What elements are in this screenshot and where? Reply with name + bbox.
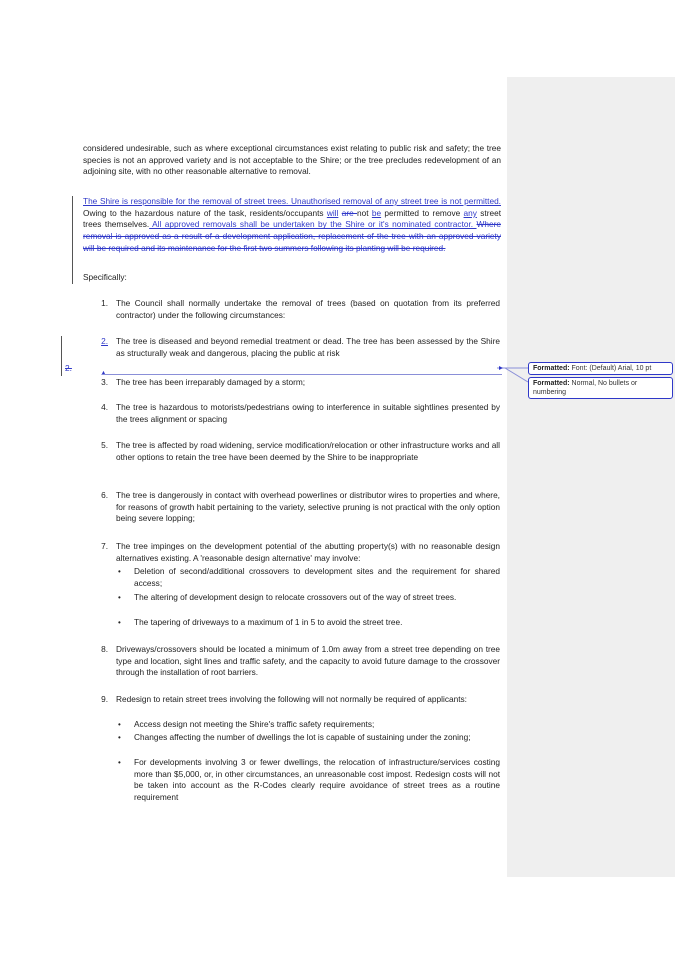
comment-connector-line (102, 374, 502, 375)
bullet-text: Access design not meeting the Shire's traffic safety requirements; (134, 719, 375, 729)
deleted-text: Where removal is approved as a result of a development application, replacement of the tree with an approved variety will be required and its maintenance for the first two summers following its planting will be required. (83, 219, 501, 253)
paragraph-intro: considered undesirable, such as where exceptional circumstances exist relating to public risk and safety; the tree species is not an approved variety and is not acceptable to the Shire; or the tree precludes redevelopment of an adjoining site, with no other reasonable alternative to removal. (83, 143, 501, 177)
inserted-text: be (371, 207, 382, 218)
inserted-text: any (463, 207, 477, 218)
comment-connector-lines (495, 364, 530, 384)
deleted-number: 2. (65, 363, 72, 373)
list-number: 2. (101, 336, 108, 346)
bullet-text: The altering of development design to relocate crossovers out of the way of street trees. (134, 592, 457, 602)
inserted-text: will (326, 207, 339, 218)
list-item-text: Redesign to retain street trees involving the following will not normally be required of applicants: (116, 694, 467, 704)
specifically-label: Specifically: (83, 272, 127, 282)
list-number: 4. (101, 402, 108, 412)
list-item-text: The tree impinges on the development potential of the abutting property(s) with no reasonable design alternatives existing. A 'reasonable design alternative' may involve: (116, 541, 500, 563)
bullet-text: Changes affecting the number of dwellings the lot is capable of sustaining under the zoning; (134, 732, 471, 742)
list-number: 7. (101, 541, 108, 551)
list-number: 3. (101, 377, 108, 387)
list-number: 8. (101, 644, 108, 654)
list-number: 6. (101, 490, 108, 500)
list-item-text: The tree has been irreparably damaged by a storm; (116, 377, 306, 387)
text-run: Owing to the hazardous nature of the task, residents/occupants (83, 207, 327, 218)
deleted-text: are (341, 207, 358, 218)
formatting-balloon[interactable] (528, 362, 673, 375)
markup-margin-pane (507, 77, 675, 877)
bullet: • (118, 618, 121, 627)
balloon-label: Formatted: (533, 380, 570, 387)
bullet: • (118, 758, 121, 767)
text-run: street trees themselves. (83, 207, 502, 230)
anchor-marker-icon: ▲ (100, 370, 107, 377)
paragraph-shire-responsibility (83, 196, 501, 255)
change-bar (72, 196, 73, 284)
list-item-text: Driveways/crossovers should be located a minimum of 1.0m away from a street tree depending on tree type and location, sight lines and traffic safety, and the capacity to avoid future damage to the crossover through the installation of root barriers. (116, 644, 500, 678)
list-number: 1. (101, 298, 108, 308)
balloon-label: Formatted: (533, 365, 570, 372)
bullet: • (118, 593, 121, 602)
formatting-balloon[interactable] (528, 377, 673, 399)
bullet: • (118, 567, 121, 576)
list-item-text: The tree is diseased and beyond remedial treatment or dead. The tree has been assessed by the Shire as structurally weak and dangerous, placing the public at risk (116, 336, 500, 358)
list-item-text: The tree is affected by road widening, service modification/relocation or other infrastructure works and all other options to retain the tree have been deemed by the Shire to be inappropriate (116, 440, 500, 462)
bullet-text: For developments involving 3 or fewer dwellings, the relocation of infrastructure/services costing more than $5,000, or, in other circumstances, an unreasonable cost impost. Redesign costs will not be taken into account as the R-Codes clearly require avoidance of street trees as a routine requirement (134, 757, 500, 803)
change-bar (61, 336, 62, 376)
list-item-text: The tree is dangerously in contact with overhead powerlines or distributor wires to properties and where, for reasons of growth habit pertaining to the variety, selective pruning is not practical with the only option being severe lopping; (116, 490, 500, 524)
bullet-text: The tapering of driveways to a maximum of 1 in 5 to avoid the street tree. (134, 617, 403, 627)
balloon-text: Font: (Default) Arial, 10 pt (569, 365, 652, 372)
balloon-text: Normal, No bullets or numbering (533, 380, 638, 396)
list-number: 9. (101, 694, 108, 704)
bullet-text: Deletion of second/additional crossovers to development sites and the requirement for shared access; (134, 566, 500, 588)
text-run: not (357, 207, 372, 218)
list-number: 5. (101, 440, 108, 450)
list-item-text: The Council shall normally undertake the removal of trees (based on quotation from its preferred contractor) under the following circumstances: (116, 298, 500, 320)
inserted-text: The Shire is responsible for the removal of street trees. Unauthorised removal of any street tree is not permitted. (83, 196, 501, 206)
list-item-text: The tree is hazardous to motorists/pedestrians owing to interference in suitable sightlines presented by the trees alignment or spacing (116, 402, 500, 424)
bullet: • (118, 720, 121, 729)
text-run: permitted to remove (381, 207, 464, 218)
inserted-text: All approved removals shall be undertaken by the Shire or it's nominated contractor. (149, 219, 477, 230)
bullet: • (118, 733, 121, 742)
